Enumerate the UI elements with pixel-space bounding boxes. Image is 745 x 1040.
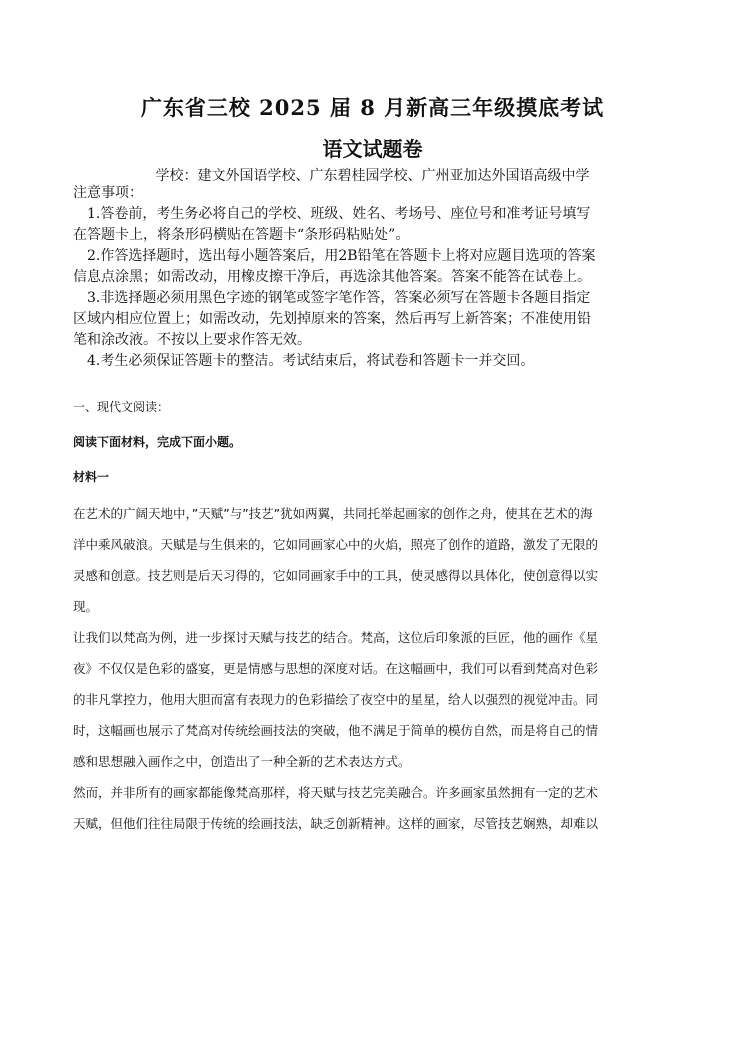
body-line: 的非凡掌控力，他用大胆而富有表现力的色彩描绘了夜空中的星星，给人以强烈的视觉冲击。同 — [73, 692, 599, 707]
material-label: 材料一 — [73, 470, 110, 484]
body-line: 夜》不仅仅是色彩的盛宴，更是情感与思想的深度对话。在这幅画中，我们可以看到梵高对色彩 — [73, 661, 599, 676]
body-line: 时，这幅画也展示了梵高对传统绘画技法的突破，他不满足于简单的模仿自然，而是将自己的情 — [73, 723, 599, 738]
notice-line: 区域内相应位置上；如需改动，先划掉原来的答案，然后再写上新答案；不准使用铅 — [73, 311, 591, 327]
body-line: 天赋，但他们往往局限于传统的绘画技法，缺乏创新精神。这样的画家，尽管技艺娴熟，却难以 — [73, 816, 599, 831]
material-body — [73, 498, 673, 839]
body-line: 感和思想融入画作之中，创造出了一种全新的艺术表达方式。 — [73, 754, 411, 769]
notice-line: 2.作答选择题时，选出每小题答案后，用2B铅笔在答题卡上将对应题目选项的答案 — [87, 248, 596, 264]
section-heading: 一、现代文阅读： — [73, 400, 170, 414]
schools-line: 学校：建文外国语学校、广东碧桂园学校、广州亚加达外国语高级中学 — [155, 168, 590, 184]
body-line: 让我们以梵高为例，进一步探讨天赋与技艺的结合。梵高，这位后印象派的巨匠，他的画作《星 — [73, 630, 599, 645]
notice-line: 3.非选择题必须用黑色字迹的钢笔或签字笔作答，答案必须写在答题卡各题目指定 — [87, 290, 591, 306]
notice-line: 1.答卷前，考生务必将自己的学校、班级、姓名、考场号、座位号和准考证号填写 — [87, 206, 591, 222]
body-line: 现。 — [73, 599, 99, 614]
body-line: 洋中乘风破浪。天赋是与生俱来的，它如同画家心中的火焰，照亮了创作的道路，激发了无限的 — [73, 537, 599, 552]
notice-heading: 注意事项： — [73, 185, 143, 201]
body-line: 灵感和创意。技艺则是后天习得的，它如同画家手中的工具，使灵感得以具体化，使创意得以实 — [73, 568, 599, 583]
section-instruction: 阅读下面材料，完成下面小题。 — [73, 435, 242, 449]
notice-line: 4.考生必须保证答题卡的整洁。考试结束后，将试卷和答题卡一并交回。 — [87, 353, 535, 369]
notice-block — [73, 183, 683, 372]
notice-line: 信息点涂黑；如需改动，用橡皮擦干净后，再选涂其他答案。答案不能答在试卷上。 — [73, 269, 591, 285]
exam-title: 广东省三校 2025 届 8 月新高三年级摸底考试 — [140, 95, 605, 120]
body-line: 在艺术的广阔天地中，”天赋”与”技艺”犹如两翼，共同托举起画家的创作之舟，使其在艺术的海 — [73, 506, 593, 521]
body-line: 然而，并非所有的画家都能像梵高那样，将天赋与技艺完美融合。许多画家虽然拥有一定的艺术 — [73, 785, 599, 800]
exam-subtitle: 语文试题卷 — [322, 137, 423, 161]
notice-line: 笔和涂改液。不按以上要求作答无效。 — [73, 332, 311, 348]
notice-line: 在答题卡上，将条形码横贴在答题卡“条形码粘贴处”。 — [73, 227, 410, 243]
